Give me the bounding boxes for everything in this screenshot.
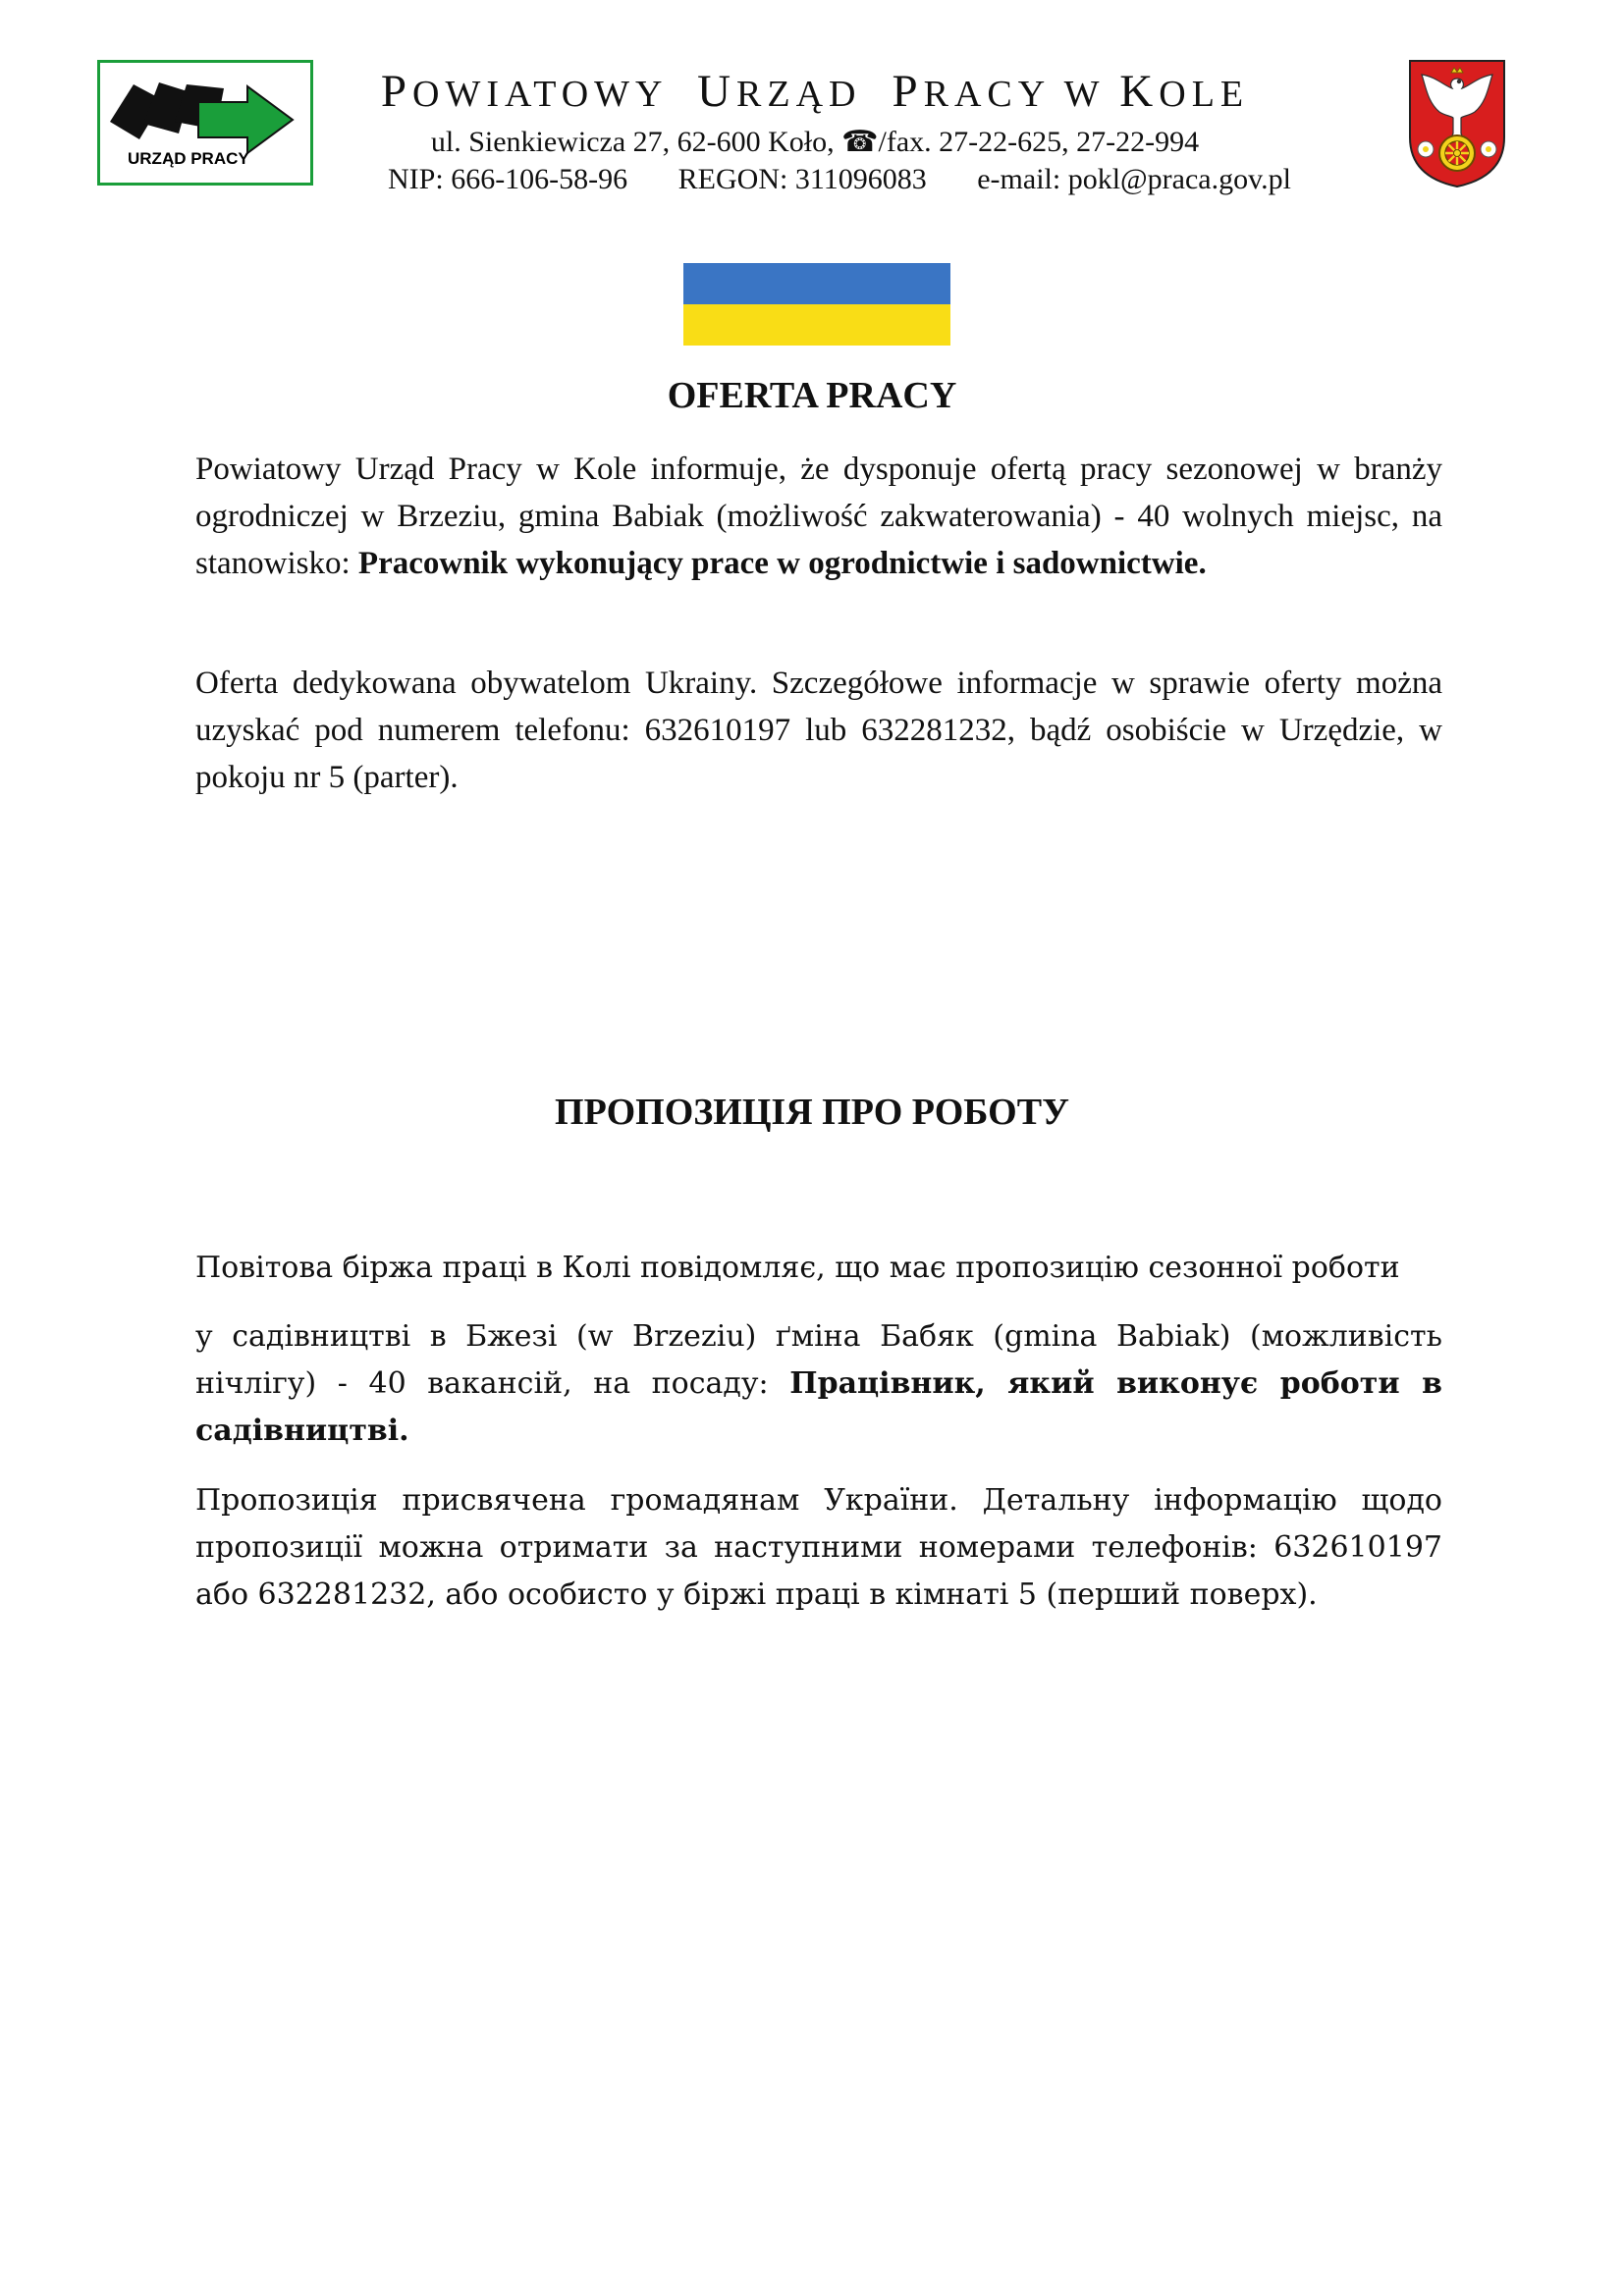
ukrainian-paragraph-2: у садівництві в Бжезі (w Brzeziu) ґміна Бабяк (gmina Babiak) (можливість нічлігу) - 40 вакансій, на посаду: Працівник, який виконує роботи в садівництві.: [195, 1319, 1442, 1448]
job-position: Pracownik wykonujący prace w ogrodnictwie i sadownictwie.: [357, 546, 1207, 581]
email-address: e-mail: pokl@praca.gov.pl: [977, 163, 1291, 195]
ukraine-flag: [683, 263, 950, 346]
polish-title: OFERTA PRACY: [667, 375, 957, 416]
logo-graphic: [100, 63, 310, 183]
polish-paragraph-1: Powiatowy Urząd Pracy w Kole informuje, że dysponuje ofertą pracy sezonowej w branży ogrodniczej w Brzeziu, gmina Babiak (możliwość zakwaterowania) - 40 wolnych miejsc, na stanowisko: Pracownik wykonujący prace w ogrodnictwie i sadownictwie.: [195, 452, 1442, 581]
ukrainian-paragraph-3: Пропозиція присвячена громадянам України. Детальну інформацію щодо пропозиції можна отримати за наступними номерами телефонів: 632610197 або 632281232, або особисто у біржі праці в кімнаті 5 (перший поверх).: [195, 1483, 1442, 1612]
flag-yellow-stripe: [683, 304, 950, 346]
ukrainian-title: ПРОПОЗИЦІЯ ПРО РОБОТУ: [555, 1092, 1069, 1133]
ukrainian-paragraph-1: Повітова біржа праці в Колі повідомляє, що має пропозицію сезонної роботи: [195, 1251, 1400, 1285]
identifiers-line: [324, 163, 1355, 196]
job-position-ukrainian: Працівник, який виконує роботи в садівництві.: [195, 1366, 1442, 1448]
organization-name: POWIATOWY URZĄD PRACY W KOLE: [380, 66, 1250, 117]
address-line: ul. Sienkiewicza 27, 62-600 Koło, ☎/fax. 27-22-625, 27-22-994: [430, 126, 1200, 158]
urzad-pracy-logo: [97, 60, 313, 186]
regon-number: REGON: 311096083: [677, 163, 927, 195]
flag-blue-stripe: [683, 263, 950, 304]
nip-number: NIP: 666-106-58-96: [388, 163, 628, 195]
wheel-icon: [1439, 135, 1475, 171]
logo-text: URZĄD PRACY: [128, 149, 249, 168]
polish-paragraph-2: Oferta dedykowana obywatelom Ukrainy. Szczegółowe informacje w sprawie oferty można uzyskać pod numerem telefonu: 632610197 lub 632281232, bądź osobiście w Urzędzie, w pokoju nr 5 (parter).: [195, 666, 1442, 795]
coat-of-arms-icon: [1406, 57, 1508, 190]
